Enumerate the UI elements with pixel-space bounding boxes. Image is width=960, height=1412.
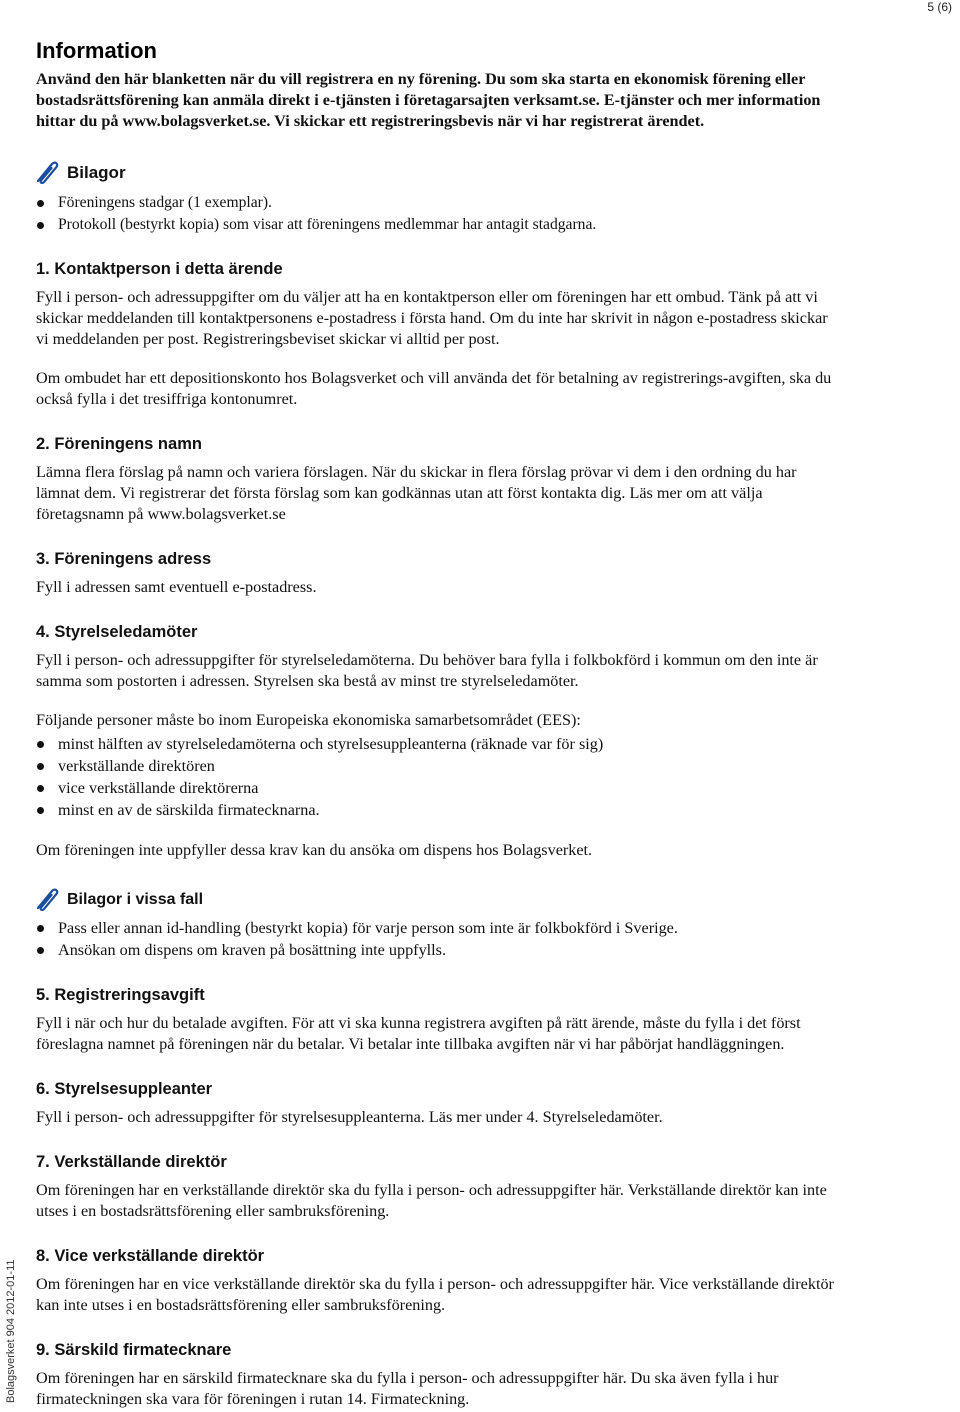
section-8 — [36, 1246, 836, 1316]
section-2 — [36, 434, 836, 525]
list-item: Protokoll (bestyrkt kopia) som visar att föreningens medlemmar har antagit stadgarna. — [36, 214, 836, 236]
section-3 — [36, 549, 836, 598]
conditional-attachments-title: Bilagor i vissa fall — [67, 891, 204, 908]
section-9 — [36, 1340, 836, 1410]
list-item: minst hälften av styrelseledamöterna och styrelsesuppleanterna (räknade var för sig) — [36, 733, 836, 755]
section-title: 3. Föreningens adress — [36, 550, 212, 568]
section-text: Fyll i person- och adressuppgifter om du väljer att ha en kontaktperson eller om föreningen har ett ombud. Tänk på att vi skickar meddelanden till kontaktpersonens e-postadress i första hand. Om du inte har skrivit in någon e-postadress skickar vi meddelanden per post. Registreringsbeviset skickar vi alltid per post. — [36, 288, 828, 348]
page-title: Information — [36, 38, 157, 63]
list-item: Ansökan om dispens om kraven på bosättning inte uppfylls. — [36, 939, 836, 961]
attachments-header — [36, 160, 836, 186]
intro-text: Använd den här blanketten när du vill registrera en ny förening. Du som ska starta en ekonomisk förening eller bostadsrättsförening kan anmäla direkt i e-tjänsten i företagarsajten verksamt.se. E-tjänster och mer information hittar du på www.bolagsverket.se. Vi skickar ett registreringsbevis när vi har registrerat ärendet. — [36, 70, 821, 130]
section-text: Fyll i person- och adressuppgifter för styrelsesuppleanterna. Läs mer under 4. Styrelseledamöter. — [36, 1108, 663, 1126]
list-item: Pass eller annan id-handling (bestyrkt kopia) för varje person som inte är folkbokförd i Sverige. — [36, 917, 836, 939]
list-item: minst en av de särskilda firmatecknarna. — [36, 799, 836, 821]
document-body — [36, 38, 836, 1410]
conditional-attachments-list — [36, 917, 836, 961]
ees-requirements-list — [36, 733, 836, 821]
section-4 — [36, 622, 836, 961]
section-text: Om ombudet har ett depositionskonto hos Bolagsverket och vill använda det för betalning av registrerings-avgiften, ska du också fylla i det tresiffriga kontonumret. — [36, 369, 832, 408]
section-title: 4. Styrelseledamöter — [36, 623, 198, 641]
section-text: Lämna flera förslag på namn och variera förslagen. När du skickar in flera förslag prövar vi dem i den ordning du har lämnat dem. Vi registrerar det första förslag som kan godkännas utan att först kontakta dig. Läs mer om att välja företagsnamn på www.bolagsverket.se — [36, 463, 797, 523]
section-title: 2. Föreningens namn — [36, 435, 202, 453]
conditional-attachments-header — [36, 887, 836, 913]
section-text: Följande personer måste bo inom Europeiska ekonomiska samarbetsområdet (EES): — [36, 711, 581, 729]
section-5 — [36, 985, 836, 1055]
section-text: Om föreningen har en särskild firmatecknare ska du fylla i person- och adressuppgifter här. Du ska även fylla i hur firmateckningen ska vara för föreningen i rutan 14. Firmateckning. — [36, 1369, 779, 1408]
section-title: 7. Verkställande direktör — [36, 1153, 227, 1171]
section-7 — [36, 1152, 836, 1222]
section-title: 1. Kontaktperson i detta ärende — [36, 260, 283, 278]
section-title: 6. Styrelsesuppleanter — [36, 1080, 213, 1098]
section-text: Om föreningen inte uppfyller dessa krav kan du ansöka om dispens hos Bolagsverket. — [36, 841, 593, 859]
page-number: 5 (6) — [927, 0, 952, 14]
section-title: 8. Vice verkställande direktör — [36, 1247, 265, 1265]
paperclip-icon — [32, 160, 62, 186]
paperclip-icon — [32, 887, 62, 913]
section-text: Fyll i adressen samt eventuell e-postadress. — [36, 578, 317, 596]
section-1 — [36, 259, 836, 410]
list-item: vice verkställande direktörerna — [36, 777, 836, 799]
attachments-title: Bilagor — [67, 163, 126, 182]
list-item: Föreningens stadgar (1 exemplar). — [36, 192, 836, 214]
form-version-stamp: Bolagsverket 904 2012-01-11 — [5, 1259, 17, 1403]
list-item: verkställande direktören — [36, 755, 836, 777]
section-title: 5. Registreringsavgift — [36, 986, 205, 1004]
section-text: Om föreningen har en vice verkställande direktör ska du fylla i person- och adressuppgifter här. Vice verkställande direktör kan inte utses i en bostadsrättsförening eller sambruksförening. — [36, 1275, 834, 1314]
section-text: Fyll i när och hur du betalade avgiften. För att vi ska kunna registrera avgiften på rätt ärende, måste du fylla i det först föreslagna namnet på föreningen när du betalar. Vi betalar inte tillbaka avgiften när vi har påbörjat handläggningen. — [36, 1014, 801, 1053]
section-title: 9. Särskild firmatecknare — [36, 1341, 232, 1359]
section-text: Fyll i person- och adressuppgifter för styrelseledamöterna. Du behöver bara fylla i folkbokförd i kommun om den inte är samma som postorten i adressen. Styrelsen ska bestå av minst tre styrelseledamöter. — [36, 651, 818, 690]
section-text: Om föreningen har en verkställande direktör ska du fylla i person- och adressuppgifter här. Verkställande direktör kan inte utses i en bostadsrättsförening eller sambruksförening. — [36, 1181, 827, 1220]
section-6 — [36, 1079, 836, 1128]
attachments-list — [36, 192, 836, 235]
